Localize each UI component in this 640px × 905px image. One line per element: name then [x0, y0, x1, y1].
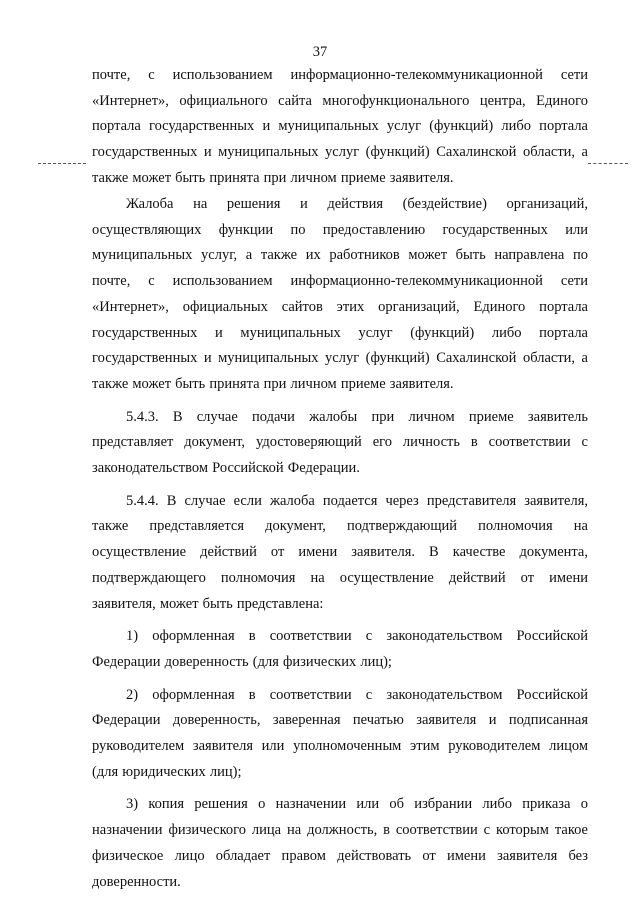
- list-item-2: 2) оформленная в соответствии с законодательством Российской Федерации доверенность, заверенная печатью заявителя и подписанная руководителем заявителя или уполномоченным этим руководителем лицом (для юридических лиц);: [92, 686, 588, 780]
- page-number: 37: [312, 44, 328, 60]
- document-body: [92, 192, 588, 902]
- opening-paragraph: почте, с использованием информационно-телекоммуникационной сети «Интернет», официального сайта многофункционального центра, Единого портала государственных и муниципальных услуг (функций) либо портала государственных и муниципальных услуг (функций) Сахалинской области, а также может быть принята при личном приеме заявителя.: [92, 67, 588, 186]
- continuation-text: [92, 63, 588, 199]
- scan-artifact-line-left: [38, 163, 86, 164]
- paragraph-5-4-3: 5.4.3. В случае подачи жалобы при личном приеме заявитель представляет документ, удостоверяющий его личность в соответствии с законодательством Российской Федерации.: [92, 408, 588, 477]
- scan-artifact-line-right: [588, 163, 628, 164]
- list-item-1: 1) оформленная в соответствии с законодательством Российской Федерации доверенность (для физических лиц);: [92, 628, 588, 670]
- paragraph-5-4-4: 5.4.4. В случае если жалоба подается через представителя заявителя, также представляется документ, подтверждающий полномочия на осуществление действий от имени заявителя. В качестве документа, подтверждающего полномочия на осуществление действий от имени заявителя, может быть представлена:: [92, 492, 588, 612]
- paragraph-complaint-channels: Жалоба на решения и действия (бездействие) организаций, осуществляющих функции по предоставлению государственных или муниципальных услуг, а также их работников может быть направлена по почте, с использованием информационно-телекоммуникационной сети «Интернет», официальных сайтов этих организаций, Единого портала государственных и муниципальных услуг (функций) либо портала государственных и муниципальных услуг (функций) Сахалинской области, а также может быть принята при личном приеме заявителя.: [92, 196, 588, 392]
- list-item-3: 3) копия решения о назначении или об избрании либо приказа о назначении физического лица на должность, в соответствии с которым такое физическое лицо обладает правом действовать от имени заявителя без доверенности.: [92, 796, 588, 890]
